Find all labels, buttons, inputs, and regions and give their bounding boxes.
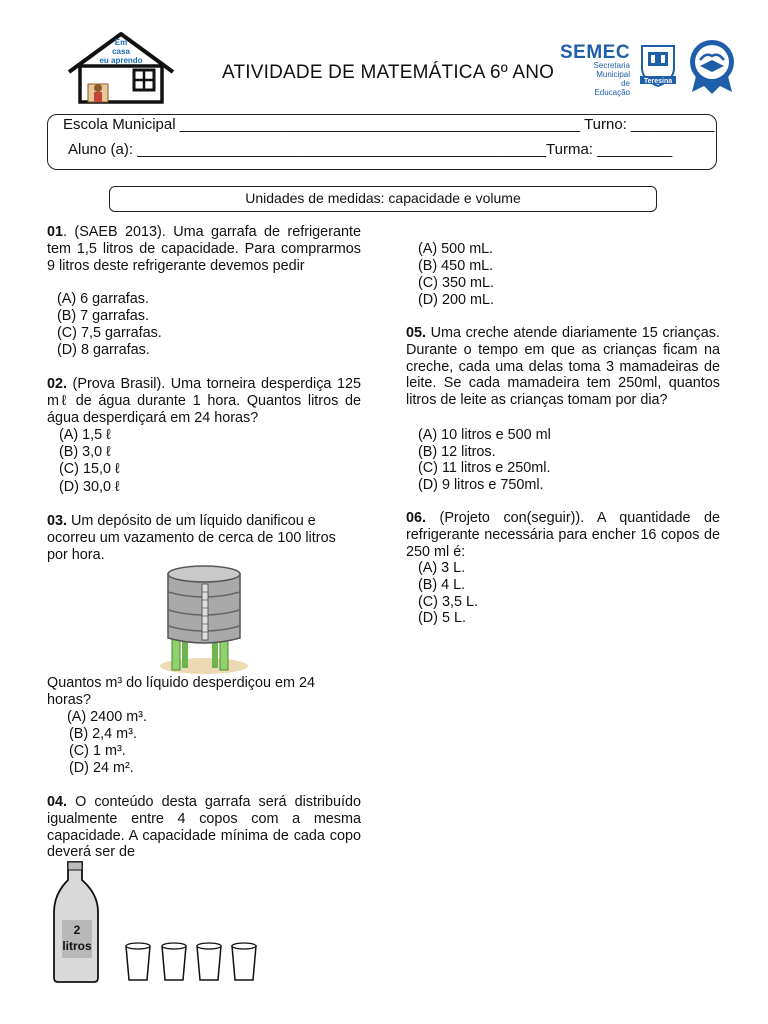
question-03-prompt: Quantos m³ do líquido desperdiçou em 24 horas?	[47, 675, 315, 708]
question-05	[406, 325, 720, 409]
q06-option-a[interactable]: (A) 3 L.	[418, 560, 466, 576]
escola-label: Escola Municipal	[63, 116, 176, 133]
escola-row	[63, 116, 714, 133]
q03-option-d[interactable]: (D) 24 m².	[69, 760, 134, 776]
q01-option-d[interactable]: (D) 8 garrafas.	[57, 342, 150, 358]
question-06	[406, 510, 720, 560]
aluno-row	[68, 141, 672, 158]
semec-subtitle-line: Secretaria	[593, 61, 630, 70]
question-text: O conteúdo desta garrafa será distribuído igualmente entre 4 copos com a mesma capacidade. A capacidade mínima de cada copo deverá ser de	[47, 794, 361, 861]
education-seal-icon	[686, 38, 738, 94]
q03-option-c[interactable]: (C) 1 m³.	[69, 743, 126, 759]
question-text: Um depósito de um líquido danificou e ocorreu um vazamento de cerca de 100 litros por hora.	[47, 513, 336, 563]
question-number: 06.	[406, 510, 427, 526]
bottle-label-unit: litros	[62, 939, 92, 953]
q04-option-b[interactable]: (B) 450 mL.	[418, 258, 494, 274]
question-text: (Prova Brasil). Uma torneira desperdiça 125 mℓ de água durante 1 hora. Quantos litros de água desperdiçará em 24 horas?	[47, 376, 361, 426]
topic-title: Unidades de medidas: capacidade e volume	[109, 186, 657, 212]
bottle-and-cups-illustration	[52, 860, 262, 986]
q02-option-d[interactable]: (D) 30,0 ℓ	[59, 479, 120, 495]
question-text: (Projeto con(seguir)). A quantidade de refrigerante necessária para encher 16 copos de 250 ml é:	[406, 510, 720, 560]
question-number: 05.	[406, 325, 427, 341]
turma-label: Turma:	[546, 141, 593, 158]
q04-option-d[interactable]: (D) 200 mL.	[418, 292, 494, 308]
turma-field[interactable]: _________	[597, 141, 673, 158]
question-01	[47, 224, 361, 274]
logo-text-line-3: eu aprendo	[99, 56, 143, 65]
escola-field[interactable]: ________________________________________________	[179, 116, 581, 133]
q01-option-b[interactable]: (B) 7 garrafas.	[57, 308, 149, 324]
question-03	[47, 513, 347, 563]
q04-option-a[interactable]: (A) 500 mL.	[418, 241, 494, 257]
semec-subtitle-line: de Educação	[594, 79, 630, 97]
teresina-label: Teresina	[643, 78, 673, 85]
semec-subtitle	[592, 61, 630, 97]
q02-option-b[interactable]: (B) 3,0 ℓ	[59, 444, 111, 460]
q03-option-b[interactable]: (B) 2,4 m³.	[69, 726, 137, 742]
semec-subtitle-line: Municipal	[596, 70, 630, 79]
q02-option-a[interactable]: (A) 1,5 ℓ	[59, 427, 111, 443]
page-title: ATIVIDADE DE MATEMÁTICA 6º ANO	[222, 62, 555, 83]
turno-field[interactable]: __________	[631, 116, 715, 133]
q05-option-b[interactable]: (B) 12 litros.	[418, 444, 496, 460]
q02-option-c[interactable]: (C) 15,0 ℓ	[59, 461, 120, 477]
q06-option-d[interactable]: (D) 5 L.	[418, 610, 466, 626]
q05-option-c[interactable]: (C) 11 litros e 250ml.	[418, 460, 551, 476]
question-number: 04.	[47, 794, 68, 810]
question-number: 01	[47, 224, 64, 240]
aluno-label: Aluno (a):	[68, 141, 134, 158]
q06-option-b[interactable]: (B) 4 L.	[418, 577, 466, 593]
question-text: Uma creche atende diariamente 15 crianças. Durante o tempo em que as crianças ficam na creche, cada uma delas toma 3 mamadeiras de leite. Se cada mamadeira tem 250ml, quantos litros de leite as crianças tomam por dia?	[406, 325, 720, 409]
turno-label: Turno:	[584, 116, 627, 133]
question-number: 03.	[47, 513, 68, 529]
bottle-label-number: 2	[73, 923, 81, 937]
q04-option-c[interactable]: (C) 350 mL.	[418, 275, 494, 291]
q01-option-c[interactable]: (C) 7,5 garrafas.	[57, 325, 162, 341]
em-casa-eu-aprendo-logo	[66, 30, 176, 106]
question-02	[47, 376, 361, 426]
question-04	[47, 794, 361, 861]
question-text: . (SAEB 2013). Uma garrafa de refrigerante tem 1,5 litros de capacidade. Para comprarmos 9 litros deste refrigerante devemos pedir	[47, 224, 361, 274]
question-number: 02.	[47, 376, 68, 392]
logo-text-line-2: casa	[112, 47, 130, 56]
logo-text-line-1: Em	[114, 38, 128, 47]
q05-option-a[interactable]: (A) 10 litros e 500 ml	[418, 427, 551, 443]
q03-option-a[interactable]: (A) 2400 m³.	[67, 709, 147, 725]
q05-option-d[interactable]: (D) 9 litros e 750ml.	[418, 477, 544, 493]
q01-option-a[interactable]: (A) 6 garrafas.	[57, 291, 149, 307]
semec-logo-text: SEMEC	[560, 42, 631, 63]
aluno-field[interactable]: _________________________________________________	[137, 141, 546, 158]
leaking-tank-illustration	[158, 562, 250, 674]
q06-option-c[interactable]: (C) 3,5 L.	[418, 594, 478, 610]
